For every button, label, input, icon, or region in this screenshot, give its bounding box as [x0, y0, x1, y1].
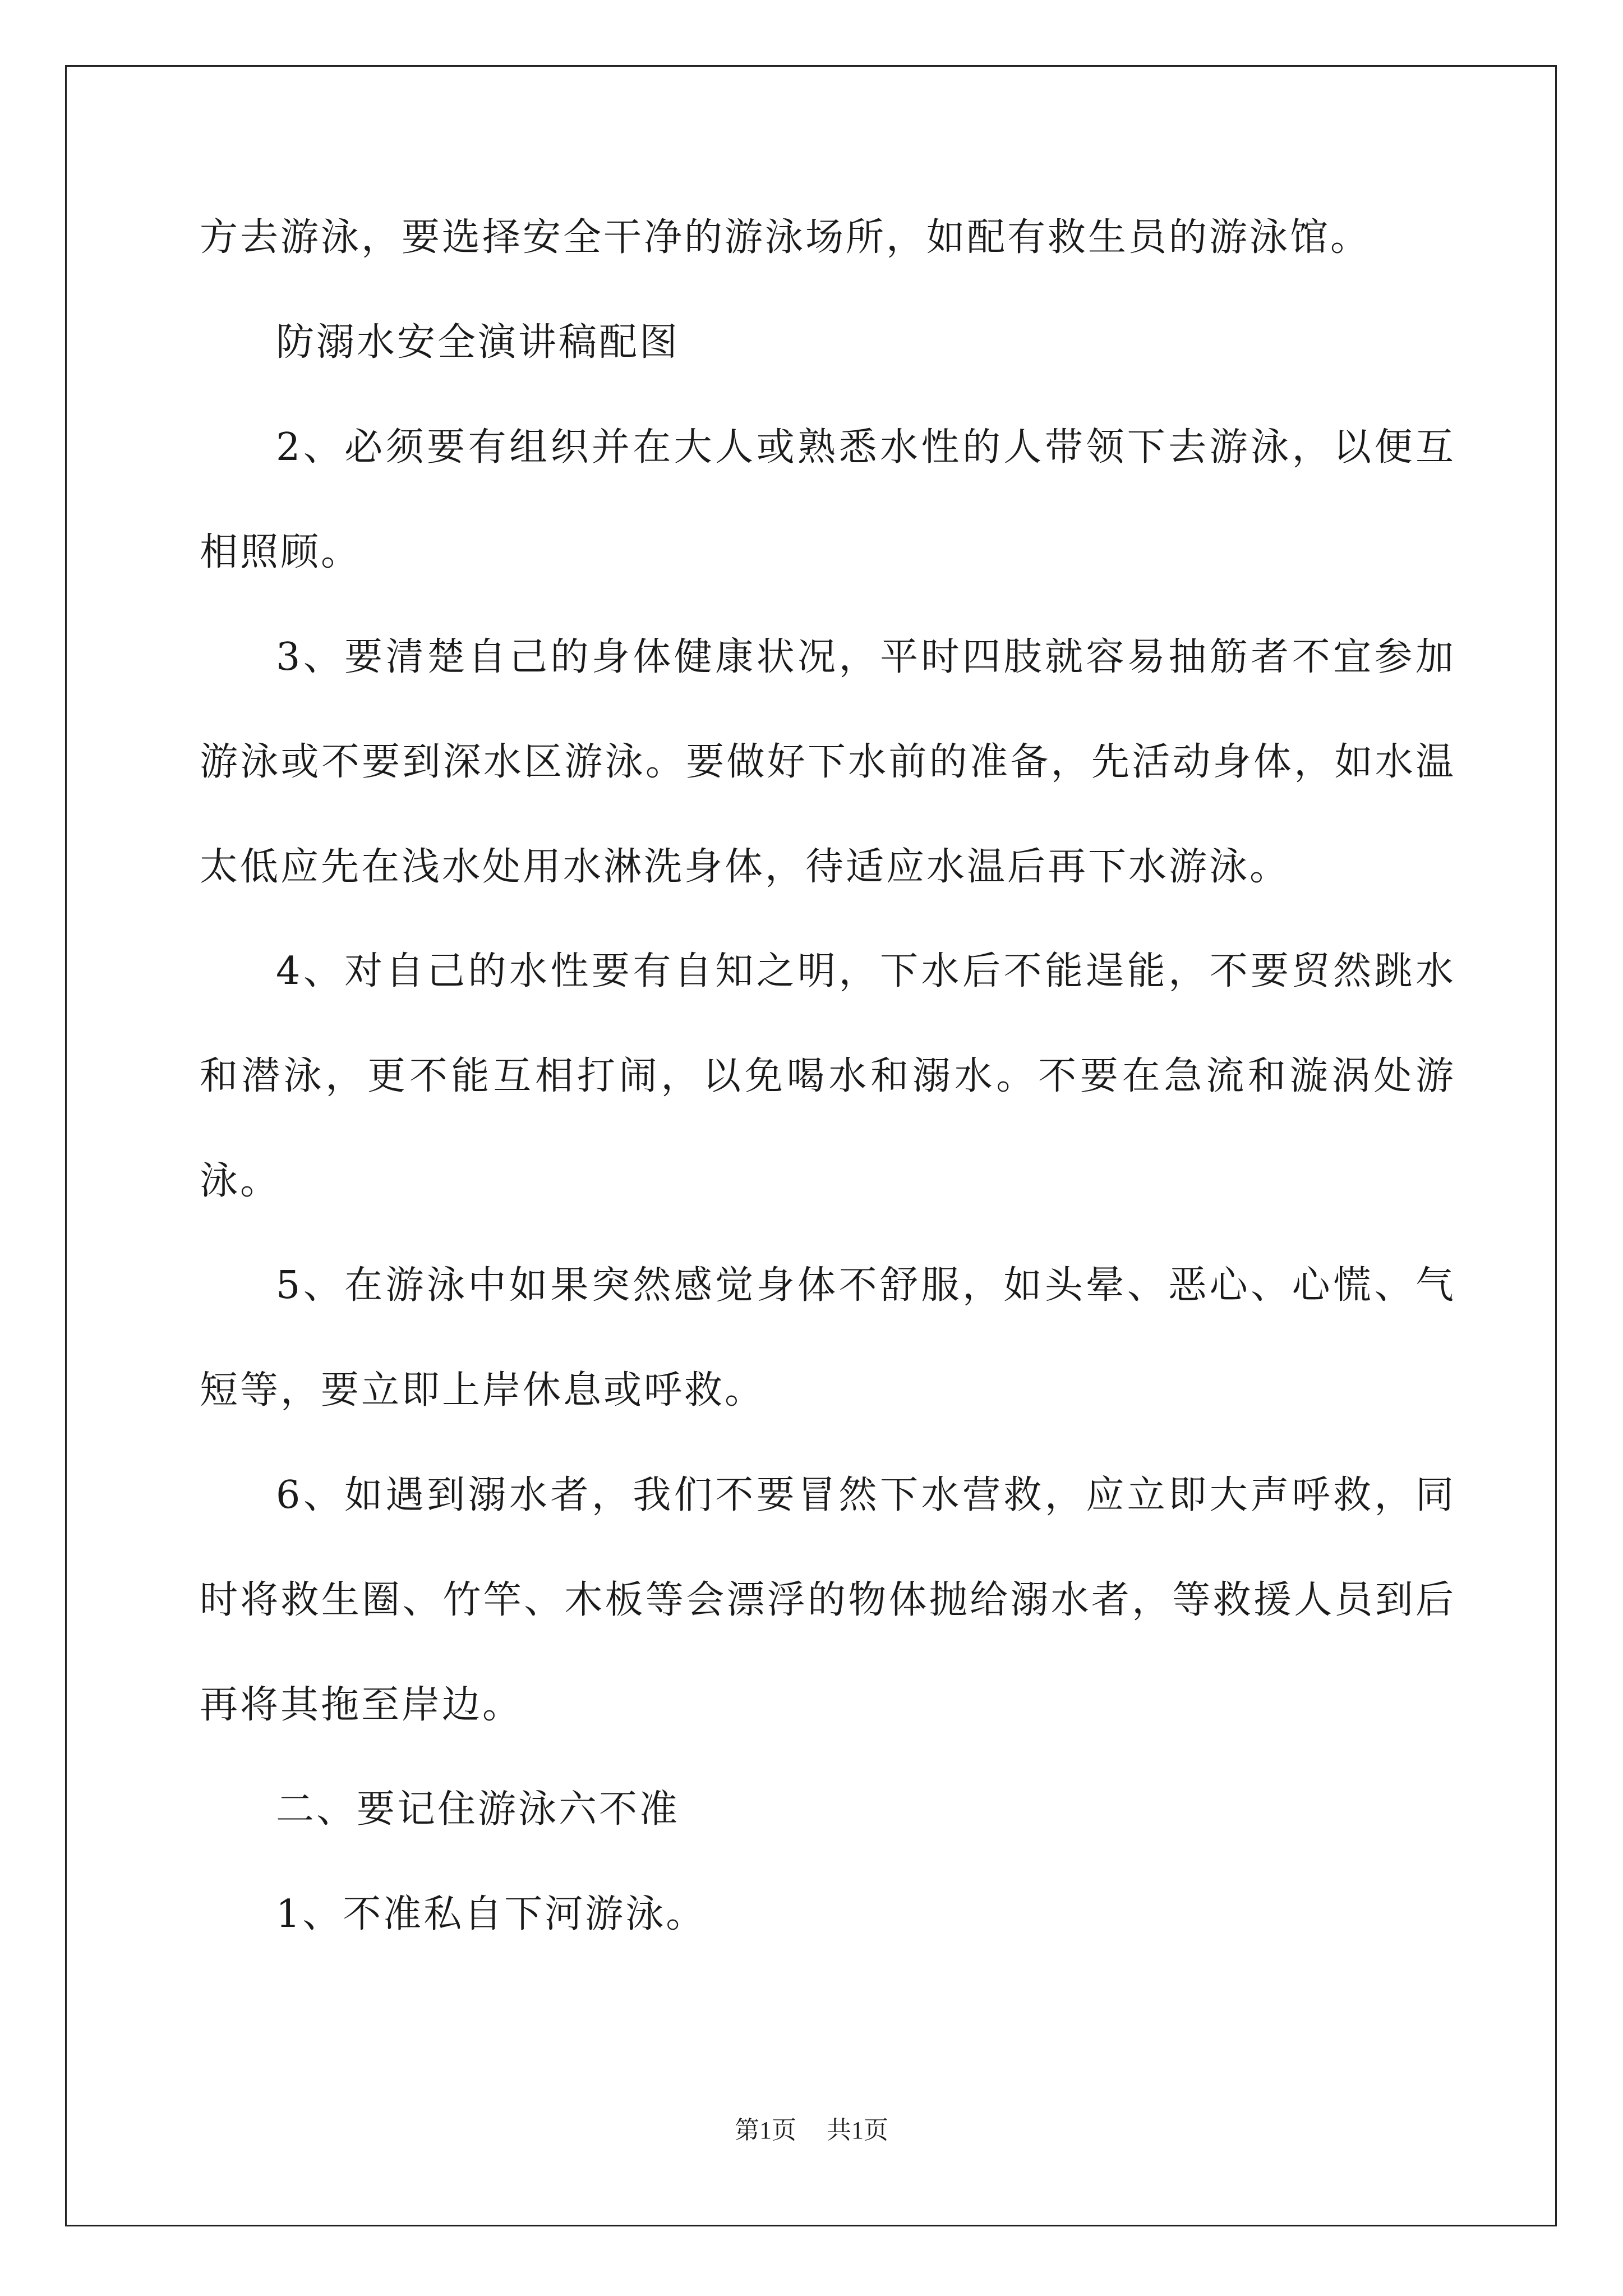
page-number-total: 共1页	[827, 2116, 888, 2144]
page-footer	[0, 2114, 1623, 2147]
image-caption: 防溺水安全演讲稿配图	[276, 320, 680, 365]
paragraph-item-3: 3、要清楚自己的身体健康状况，平时四肢就容易抽筋者不宜参加游泳或不要到深水区游泳。要做好下水前的准备，先活动身体，如水温太低应先在浅水处用水淋洗身体，待适应水温后再下水游泳。	[200, 635, 1456, 889]
paragraph-item-5: 5、在游泳中如果突然感觉身体不舒服，如头晕、恶心、心慌、气短等，要立即上岸休息或呼救。	[200, 1263, 1456, 1412]
paragraph-item-4: 4、对自己的水性要有自知之明，下水后不能逞能，不要贸然跳水和潜泳，更不能互相打闹，以免喝水和溺水。不要在急流和漩涡处游泳。	[200, 949, 1456, 1203]
section-heading: 二、要记住游泳六不准	[276, 1787, 680, 1832]
paragraph-continuation: 方去游泳，要选择安全干净的游泳场所，如配有救生员的游泳馆。	[200, 215, 1371, 260]
paragraph-item-2: 2、必须要有组织并在大人或熟悉水性的人带领下去游泳，以便互相照顾。	[200, 425, 1456, 574]
page-number-current: 第1页	[735, 2116, 796, 2144]
paragraph-item-6: 6、如遇到溺水者，我们不要冒然下水营救，应立即大声呼救，同时将救生圈、竹竿、木板等会漂浮的物体抛给溺水者，等救援人员到后再将其拖至岸边。	[200, 1473, 1456, 1727]
paragraph-rule-1: 1、不准私自下河游泳。	[276, 1892, 707, 1936]
